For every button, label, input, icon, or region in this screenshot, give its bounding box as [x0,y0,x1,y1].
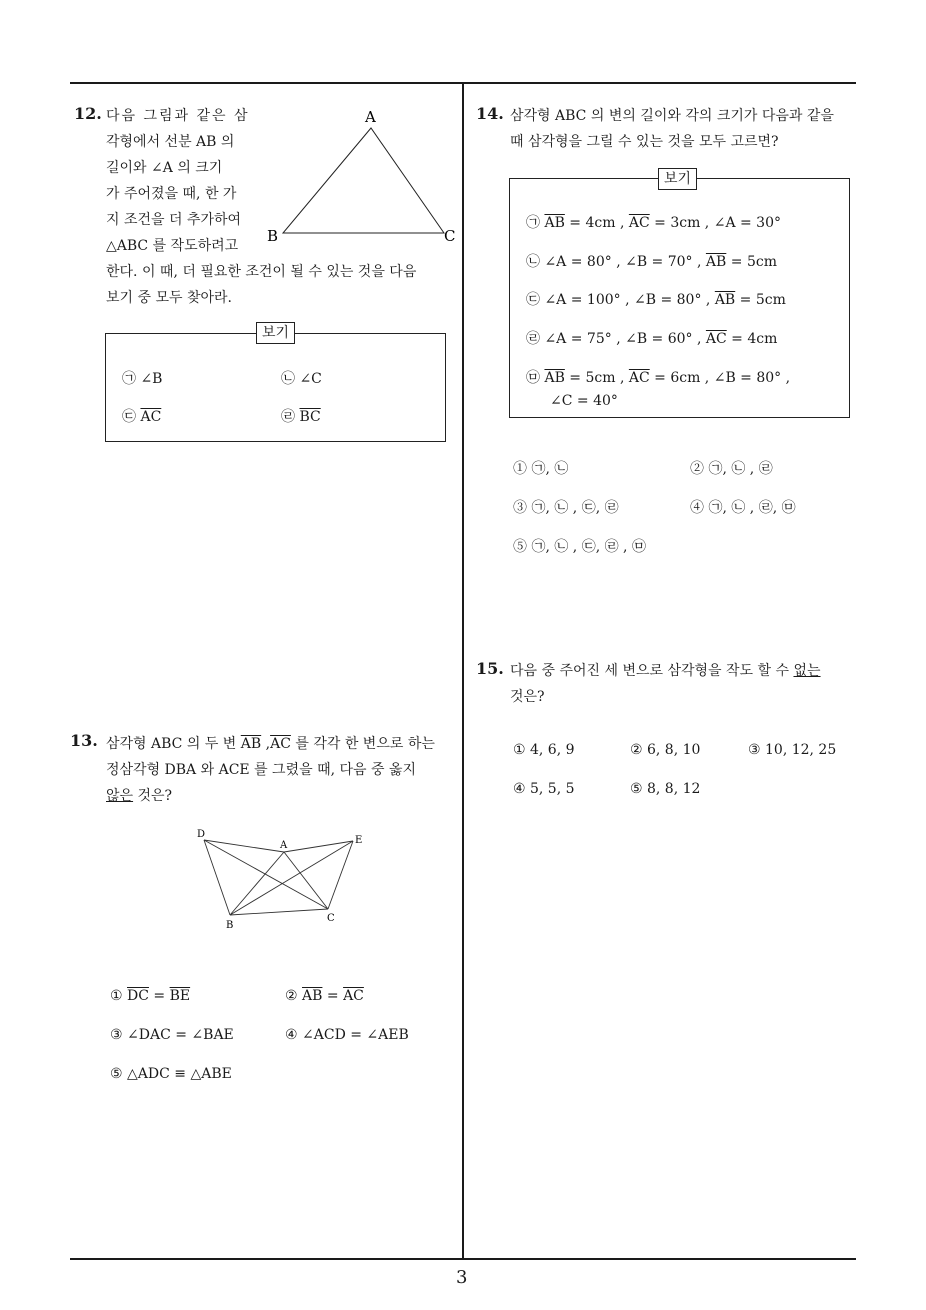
choice-4[interactable]: ④ ㉠, ㉡ , ㉣, ㉤ [690,500,796,516]
choice-5[interactable]: ⑤ 8, 8, 12 [630,781,701,797]
bogi-label: 보기 [658,168,697,190]
choice-2[interactable]: ② ㉠, ㉡ , ㉣ [690,461,773,477]
question-text: 다음 중 주어진 세 변으로 삼각형을 작도 할 수 없는 [510,663,821,679]
question-text: 가 주어졌을 때, 한 가 [106,186,237,202]
choice-1[interactable]: ① 4, 6, 9 [513,742,575,758]
question-number: 12. [74,104,102,123]
question-text: 각형에서 선분 AB 의 [106,134,235,150]
vertex-label-a: A [365,108,376,126]
vertex-label-a: A [280,840,288,851]
choice-5[interactable]: ⑤ △ADC ≡ △ABE [110,1066,232,1082]
question-text: 것은? [510,689,545,705]
bottom-rule [70,1258,856,1260]
question-text: 삼각형 ABC 의 두 변 $\overline{AB}$ $,\overline{AC}$ 를 각각 한 변으로 하는 [106,736,435,752]
column-divider [462,82,464,1260]
choice-4[interactable]: ④ 5, 5, 5 [513,781,575,797]
bogi-item: ㉠ $\overline{AB} = 4cm$ , $\overline{AC} = 3cm$ , ∠A = 30° [526,215,781,231]
choice-1[interactable]: ① ㉠, ㉡ [513,461,569,477]
bogi-item: ㉣ ∠A = 75° , ∠B = 60° , $\overline{AC} = 4cm$ [526,331,778,347]
choice-2[interactable]: ② 6, 8, 10 [630,742,701,758]
page-number: 3 [456,1267,468,1288]
bogi-item: ㉡ ∠C [281,371,322,387]
choice-4[interactable]: ④ ∠ACD = ∠AEB [285,1027,409,1043]
question-text: 다음 그림과 같은 삼 [106,108,250,124]
vertex-label-e: E [355,835,363,846]
choice-3[interactable]: ③ 10, 12, 25 [748,742,837,758]
choice-1[interactable]: ① $\overline{DC} = \overline{BE}$ [110,988,191,1004]
bogi-item: ㉢ ∠A = 100° , ∠B = 80° , $\overline{AB} = 5cm$ [526,292,786,308]
choice-2[interactable]: ② $\overline{AB} = \overline{AC}$ [285,988,364,1004]
question-text: 지 조건을 더 추가하여 [106,212,242,228]
bogi-item: ㉢ $\overline{AC}$ [122,409,162,425]
bogi-item: ㉡ ∠A = 80° , ∠B = 70° , $\overline{AB} = 5cm$ [526,254,777,270]
vertex-label-b: B [226,920,234,931]
vertex-label-c: C [444,227,456,245]
question-number: 14. [476,104,504,123]
choice-5[interactable]: ⑤ ㉠, ㉡ , ㉢, ㉣ , ㉤ [513,539,646,555]
bogi-label: 보기 [256,322,295,344]
bogi-item: ㉠ ∠B [122,371,163,387]
vertex-label-d: D [197,829,206,840]
triangle-abc-figure [262,105,462,250]
vertex-label-c: C [327,913,335,924]
question-text: 보기 중 모두 찾아라. [106,290,232,306]
question-text: 정삼각형 DBA 와 ACE 를 그렸을 때, 다음 중 옳지 [106,762,417,778]
bogi-item: ㉣ $\overline{BC}$ [281,409,321,425]
vertex-label-b: B [267,227,279,245]
bogi-item-continued: ∠C = 40° [550,393,618,409]
question-number: 15. [476,659,504,678]
equilateral-triangles-figure [190,826,370,936]
question-text: 삼각형 ABC 의 변의 길이와 각의 크기가 다음과 같을 [510,108,834,124]
choice-3[interactable]: ③ ㉠, ㉡ , ㉢, ㉣ [513,500,619,516]
question-number: 13. [70,731,98,750]
choice-3[interactable]: ③ ∠DAC = ∠BAE [110,1027,234,1043]
bogi-item: ㉤ $\overline{AB} = 5cm$ , $\overline{AC} = 6cm$ , ∠B = 80° , [526,370,791,386]
question-text: 때 삼각형을 그릴 수 있는 것을 모두 고르면? [510,134,779,150]
question-text: 길이와 ∠A 의 크기 [106,160,223,176]
question-text: △ABC 를 작도하려고 [106,238,239,254]
question-text: 한다. 이 때, 더 필요한 조건이 될 수 있는 것을 다음 [106,264,417,280]
question-text: 않은 것은? [106,788,173,804]
